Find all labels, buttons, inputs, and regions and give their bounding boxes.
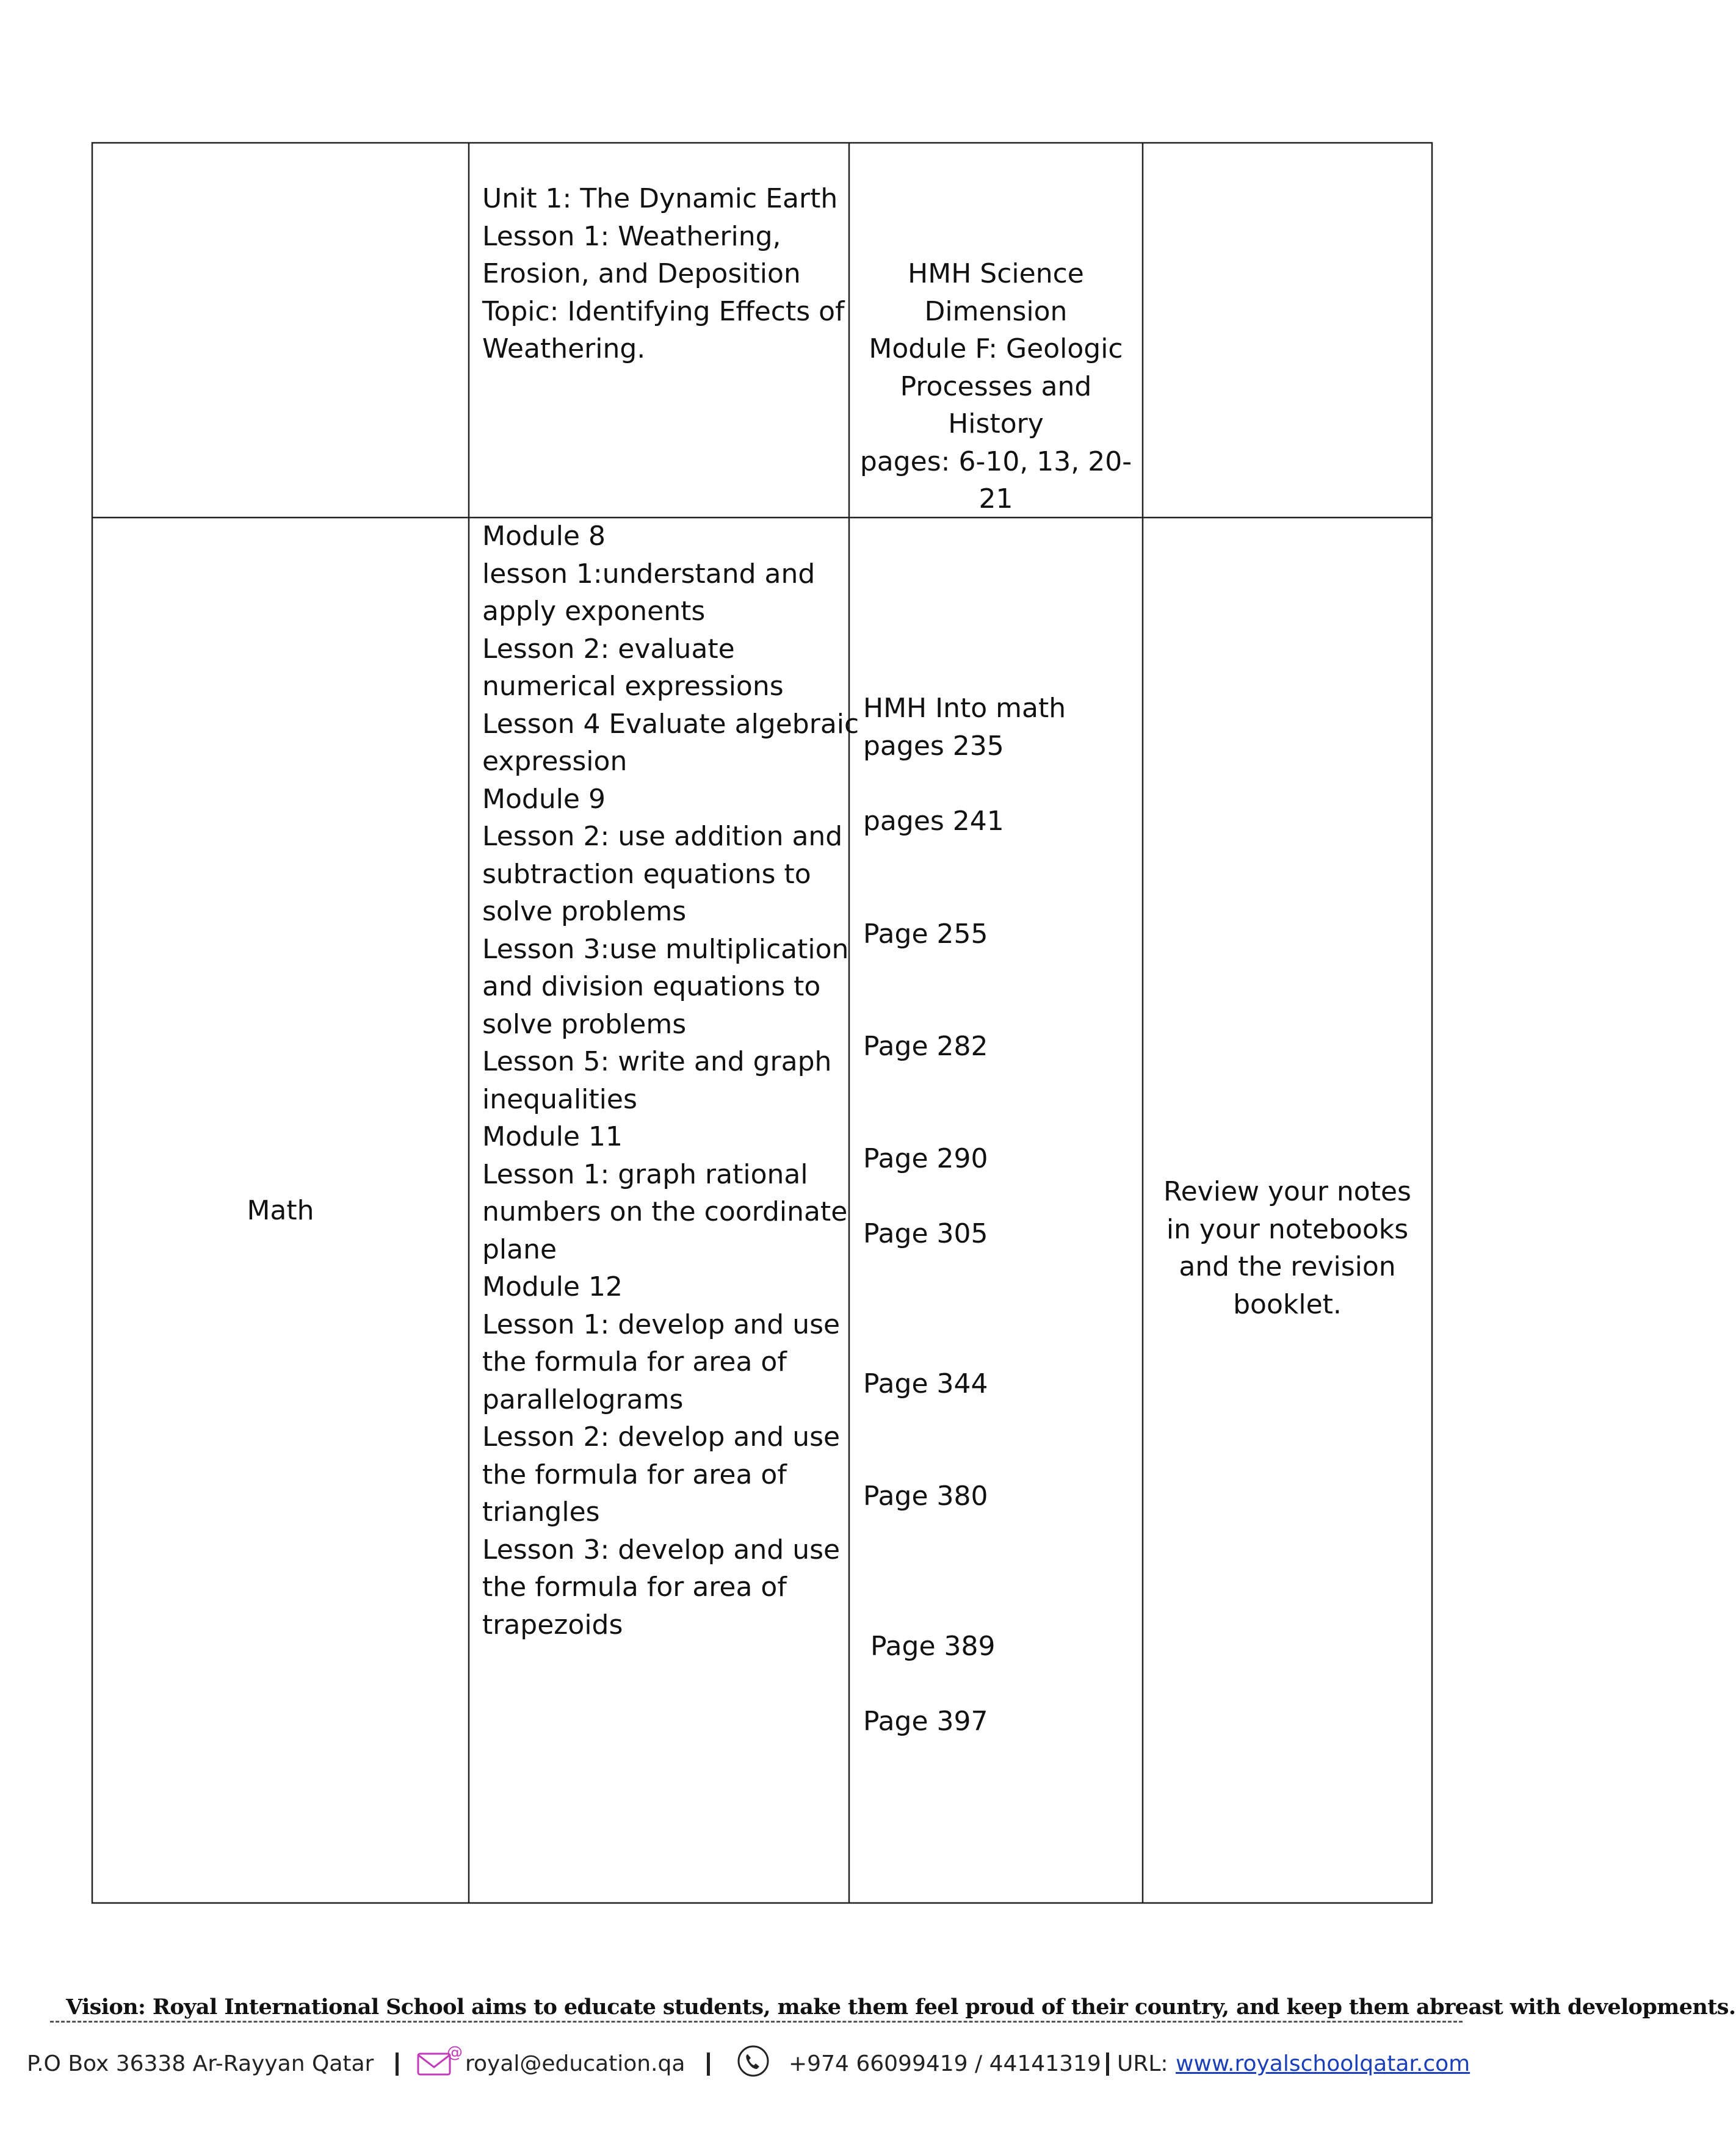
resource-line: pages 241 <box>863 806 1004 837</box>
resource-line: Dimension <box>924 295 1068 327</box>
separator <box>1106 2053 1109 2076</box>
topic-line: Lesson 1: develop and use <box>482 1309 841 1340</box>
url-label: URL: <box>1117 2051 1168 2076</box>
topic-line: Lesson 3:use multiplication <box>482 933 849 965</box>
topic-line: Unit 1: The Dynamic Earth <box>482 183 838 214</box>
note-line: Review your notes <box>1163 1176 1411 1207</box>
topic-line: the formula for area of <box>482 1459 787 1490</box>
vision-statement: Vision: Royal International School aims to educate students, make them feel proud of their country, and keep them abreast with developments. <box>66 1995 1736 2020</box>
topic-line: expression <box>482 746 627 777</box>
resource-line: 21 <box>978 483 1013 514</box>
resource-line: Page 282 <box>863 1031 988 1062</box>
topic-line: parallelograms <box>482 1384 684 1415</box>
topic-line: Lesson 1: Weathering, <box>482 220 781 252</box>
row2-subject: Math <box>247 1195 314 1226</box>
topic-line: Lesson 2: use addition and <box>482 821 843 852</box>
topic-line: the formula for area of <box>482 1346 787 1377</box>
topic-line: inequalities <box>482 1083 637 1115</box>
resource-line: Page 389 <box>870 1631 996 1662</box>
row2-topics <box>482 518 859 1644</box>
topic-line: Module 8 <box>482 521 606 552</box>
topic-line: Lesson 1: graph rational <box>482 1158 808 1190</box>
row2-notes <box>1143 1173 1432 1323</box>
topic-line: and division equations to <box>482 971 821 1002</box>
topic-line: apply exponents <box>482 596 706 627</box>
svg-text:@: @ <box>447 2043 463 2062</box>
topic-line: trapezoids <box>482 1609 623 1641</box>
resource-line: Page 255 <box>863 919 988 950</box>
resource-line: Page 290 <box>863 1143 988 1174</box>
topic-line: the formula for area of <box>482 1572 787 1603</box>
resource-line: Page 397 <box>863 1706 988 1737</box>
resource-line: Processes and <box>900 370 1092 402</box>
topic-line: plane <box>482 1233 557 1265</box>
resource-line: pages: 6-10, 13, 20- <box>859 446 1132 477</box>
topic-line: solve problems <box>482 1008 687 1040</box>
postal-address: P.O Box 36338 Ar-Rayyan Qatar <box>27 2051 374 2076</box>
note-line: in your notebooks <box>1166 1213 1409 1245</box>
topic-line: Lesson 2: develop and use <box>482 1421 841 1453</box>
note-line: booklet. <box>1233 1288 1342 1320</box>
separator <box>707 2053 710 2076</box>
row1-topics <box>482 180 845 368</box>
topic-line: Lesson 2: evaluate <box>482 633 735 665</box>
contact-bar <box>0 2043 1514 2084</box>
phone-icon <box>735 2044 773 2078</box>
topic-line: subtraction equations to <box>482 858 811 890</box>
note-line: and the revision <box>1179 1251 1396 1282</box>
topic-line: Module 9 <box>482 783 606 815</box>
resource-line: Page 344 <box>863 1368 988 1399</box>
email-address[interactable]: royal@education.qa <box>465 2051 685 2076</box>
resource-line: Page 305 <box>863 1218 988 1249</box>
topic-line: Lesson 4 Evaluate algebraic <box>482 708 859 740</box>
resource-line: HMH Into math <box>863 693 1066 724</box>
topic-line: Weathering. <box>482 333 646 364</box>
topic-line: Topic: Identifying Effects of <box>482 295 845 327</box>
resource-line: Module F: Geologic <box>869 333 1123 364</box>
separator <box>396 2053 399 2076</box>
topic-line: triangles <box>482 1497 600 1528</box>
footer-divider <box>50 2021 1463 2023</box>
topic-line: Module 11 <box>482 1121 623 1152</box>
phone-numbers: +974 66099419 / 44141319 <box>789 2051 1101 2076</box>
resource-line: History <box>948 408 1044 439</box>
topic-line: Lesson 3: develop and use <box>482 1534 841 1565</box>
topic-line: numerical expressions <box>482 671 784 702</box>
topic-line: Module 12 <box>482 1271 623 1302</box>
resource-line: Page 380 <box>863 1481 988 1512</box>
topic-line: Erosion, and Deposition <box>482 258 801 289</box>
row1-resources <box>849 255 1143 518</box>
resource-line: pages 235 <box>863 731 1004 762</box>
topic-line: numbers on the coordinate <box>482 1196 848 1227</box>
topic-line: Lesson 5: write and graph <box>482 1046 832 1077</box>
resource-line: HMH Science <box>908 258 1084 289</box>
email-icon <box>416 2043 463 2078</box>
topic-line: solve problems <box>482 896 687 927</box>
website-link[interactable]: www.royalschoolqatar.com <box>1176 2051 1470 2076</box>
topic-line: lesson 1:understand and <box>482 558 816 590</box>
